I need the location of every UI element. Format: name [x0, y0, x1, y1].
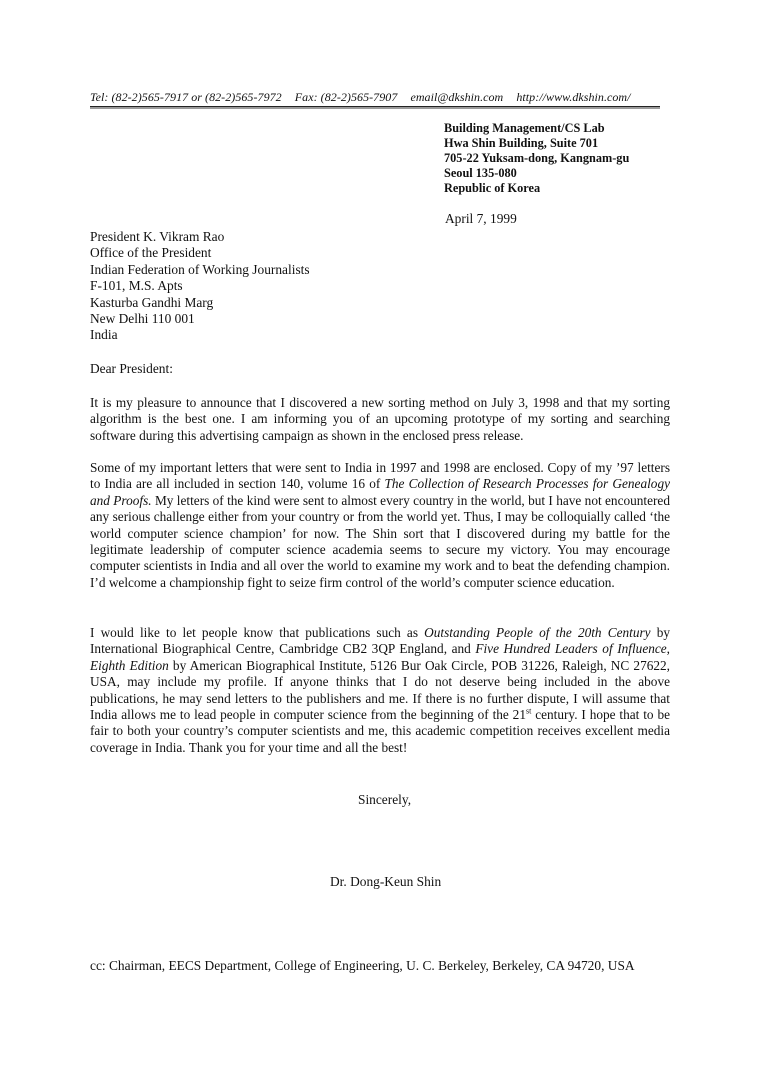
- fax-number: Fax: (82-2)565-7907: [294, 90, 398, 104]
- sender-address-line: Republic of Korea: [444, 181, 541, 195]
- paragraph-text: I would like to let people know that publications such as: [90, 625, 425, 640]
- paragraph-text: by International Biographical Centre, Cambridge CB2 3QP England, and: [90, 625, 670, 657]
- recipient-address-line: F-101, M.S. Apts: [90, 278, 183, 294]
- sender-address-line: Seoul 135-080: [444, 166, 517, 180]
- publication-edition: Eighth Edition: [90, 657, 169, 673]
- email-address: email@dkshin.com: [410, 90, 504, 104]
- website-url: http://www.dkshin.com/: [516, 90, 631, 104]
- sender-address: [444, 121, 629, 196]
- publication-title: Five Hundred Leaders of Influence: [475, 641, 667, 657]
- carbon-copy-line: cc: Chairman, EECS Department, College of Engineering, U. C. Berkeley, Berkeley, CA 94720, USA: [90, 958, 635, 973]
- recipient-address-line: President K. Vikram Rao: [90, 229, 225, 244]
- telephone-numbers: Tel: (82-2)565-7917 or (82-2)565-7972: [90, 90, 282, 104]
- signature-name: Dr. Dong-Keun Shin: [330, 874, 442, 889]
- recipient-address-line: New Delhi 110 001: [90, 311, 195, 327]
- sender-address-line: Building Management/CS Lab: [444, 121, 605, 135]
- paragraph-text: century. I hope that to be fair to both your country’s computer scientists and me, this academic competition receives excellent media coverage in India. Thank you for your time and all the best!: [90, 707, 670, 755]
- body-paragraph-1: It is my pleasure to announce that I discovered a new sorting method on July 3, 1998 and that my sorting algorithm is the best one. I am informing you of an upcoming prototype of my sorting and searching software during this advertising campaign as shown in the enclosed press release.: [90, 395, 670, 443]
- letterhead-contact-line: [90, 90, 660, 107]
- body-paragraph-2: [90, 460, 670, 591]
- recipient-address-line: India: [90, 327, 118, 343]
- sender-address-line: 705-22 Yuksam-dong, Kangnam-gu: [444, 151, 630, 165]
- paragraph-text: by American Biographical Institute, 5126 Bur Oak Circle, POB 31226, Raleigh, NC 27622, USA, may include my profile. If anyone thinks that I do not deserve being included in the above publications, he may send letters to the publishers and me. If there is no further dispute, I will assume that India allows me to lead people in computer science from the beginning of the 21: [90, 657, 670, 723]
- paragraph-text: ,: [666, 641, 670, 657]
- paragraph-text: Some of my important letters that were sent to India in 1997 and 1998 are enclosed. Copy of my ’97 letters to India are all included in section 140, volume 16 of: [90, 460, 670, 492]
- recipient-address-line: Kasturba Gandhi Marg: [90, 294, 214, 310]
- publication-title: The Collection of Research Processes for Genealogy and Proofs.: [90, 476, 670, 508]
- sender-address-line: Hwa Shin Building, Suite 701: [444, 136, 599, 150]
- body-paragraph-3: [90, 625, 670, 756]
- paragraph-text: My letters of the kind were sent to almost every country in the world, but I have not encountered any serious challenge either from your country or from the world yet. Thus, I may be colloquially called ‘the world computer science champion’ for now. The Shin sort that I discovered during my battle for the legitimate leadership of computer science academia seems to secure my victory. You may encourage computer scientists in India and all over the world to examine my work and to beat the defending champion. I’d welcome a championship fight to seize firm control of the world’s computer science education.: [90, 492, 670, 590]
- recipient-address-line: Office of the President: [90, 245, 212, 261]
- letter-date: April 7, 1999: [445, 211, 517, 226]
- publication-title: Outstanding People of the 20th Century: [424, 625, 651, 640]
- recipient-address: [90, 229, 310, 344]
- closing: Sincerely,: [358, 792, 412, 807]
- ordinal-superscript: st: [525, 706, 532, 716]
- recipient-address-line: Indian Federation of Working Journalists: [90, 261, 310, 277]
- salutation: Dear President:: [90, 361, 173, 376]
